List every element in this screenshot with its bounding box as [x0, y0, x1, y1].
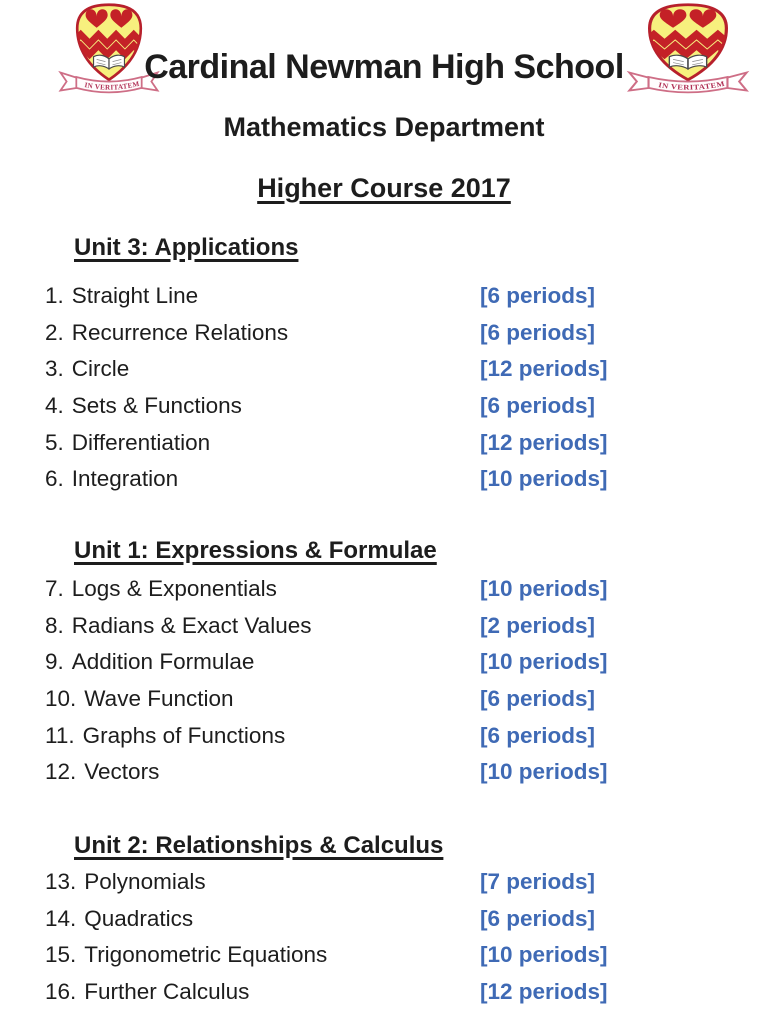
item-title: Straight Line [71, 283, 199, 309]
item-title: Differentiation [71, 429, 211, 455]
item-number: 13. [45, 869, 77, 895]
item-number: 11. [45, 722, 75, 748]
item-label [45, 942, 327, 968]
item-number: 3. [45, 356, 64, 382]
department-title: Mathematics Department [223, 112, 545, 142]
item-number: 14. [45, 905, 77, 931]
item-periods: [2 periods] [480, 612, 596, 638]
item-title: Radians & Exact Values [71, 612, 312, 638]
item-label [45, 393, 242, 419]
item-title: Wave Function [84, 686, 234, 712]
item-label [45, 649, 254, 675]
course-item-row [0, 388, 768, 425]
item-periods: [7 periods] [480, 869, 596, 895]
section-heading-text: Unit 3: Applications [74, 234, 299, 261]
course-item-row [0, 974, 768, 1010]
item-title: Logs & Exponentials [71, 576, 277, 602]
item-number: 12. [45, 759, 77, 785]
item-periods: [6 periods] [480, 393, 596, 419]
course-item-row [0, 351, 768, 388]
item-number: 2. [45, 319, 64, 345]
school-name-title: Cardinal Newman High School [144, 48, 624, 86]
item-periods: [12 periods] [480, 356, 608, 382]
item-label [45, 723, 285, 749]
item-periods: [10 periods] [480, 466, 608, 492]
item-title: Circle [71, 356, 130, 382]
item-number: 6. [45, 466, 64, 492]
course-title-text: Higher Course 2017 [257, 173, 511, 203]
section-heading-text: Unit 1: Expressions & Formulae [74, 537, 437, 564]
item-periods: [10 periods] [480, 942, 608, 968]
section-unit-3-items [0, 278, 768, 498]
item-label [45, 686, 234, 712]
item-title: Recurrence Relations [71, 319, 289, 345]
section-unit-1-items [0, 571, 768, 791]
item-label [45, 430, 210, 456]
section-unit-2-items [0, 864, 768, 1010]
section-heading-unit-2 [74, 832, 443, 860]
course-item-row [0, 644, 768, 681]
item-number: 5. [45, 429, 64, 455]
item-number: 16. [45, 979, 77, 1005]
item-title: Graphs of Functions [82, 722, 286, 748]
course-item-row [0, 681, 768, 718]
item-periods: [6 periods] [480, 319, 596, 345]
item-periods: [6 periods] [480, 722, 596, 748]
item-label [45, 466, 178, 492]
item-periods: [6 periods] [480, 686, 596, 712]
crest-motto-text: IN VERITATEM [657, 79, 726, 92]
item-title: Vectors [84, 759, 160, 785]
item-label [45, 356, 129, 382]
item-title: Polynomials [84, 869, 206, 895]
course-item-row [0, 717, 768, 754]
item-label [45, 613, 311, 639]
item-title: Trigonometric Equations [84, 942, 328, 968]
item-label [45, 576, 277, 602]
course-title [0, 173, 768, 204]
item-number: 8. [45, 612, 64, 638]
item-periods: [12 periods] [480, 429, 608, 455]
course-item-row [0, 461, 768, 498]
section-heading-text: Unit 2: Relationships & Calculus [74, 832, 444, 859]
course-item-row [0, 754, 768, 791]
item-number: 15. [45, 942, 77, 968]
section-heading-unit-3 [74, 234, 298, 262]
item-number: 10. [45, 686, 77, 712]
course-item-row [0, 937, 768, 974]
course-item-row [0, 278, 768, 315]
item-number: 9. [45, 649, 64, 675]
item-number: 4. [45, 393, 64, 419]
crest-motto-text: IN VERITATEM [83, 79, 141, 92]
item-periods: [10 periods] [480, 759, 608, 785]
course-item-row [0, 864, 768, 901]
item-title: Sets & Functions [71, 393, 242, 419]
item-title: Quadratics [84, 905, 194, 931]
item-number: 1. [45, 283, 64, 309]
section-heading-unit-1 [74, 537, 437, 565]
item-label [45, 979, 249, 1005]
course-item-row [0, 571, 768, 608]
item-label [45, 759, 159, 785]
item-periods: [10 periods] [480, 576, 608, 602]
item-title: Integration [71, 466, 179, 492]
course-item-row [0, 424, 768, 461]
item-title: Further Calculus [84, 979, 250, 1005]
item-label [45, 869, 206, 895]
item-periods: [12 periods] [480, 979, 608, 1005]
item-periods: [10 periods] [480, 649, 608, 675]
item-title: Addition Formulae [71, 649, 255, 675]
item-periods: [6 periods] [480, 905, 596, 931]
item-number: 7. [45, 576, 64, 602]
item-label [45, 906, 193, 932]
course-item-row [0, 315, 768, 352]
item-label [45, 283, 198, 309]
item-label [45, 320, 288, 346]
item-periods: [6 periods] [480, 283, 596, 309]
course-item-row [0, 901, 768, 938]
course-item-row [0, 608, 768, 645]
